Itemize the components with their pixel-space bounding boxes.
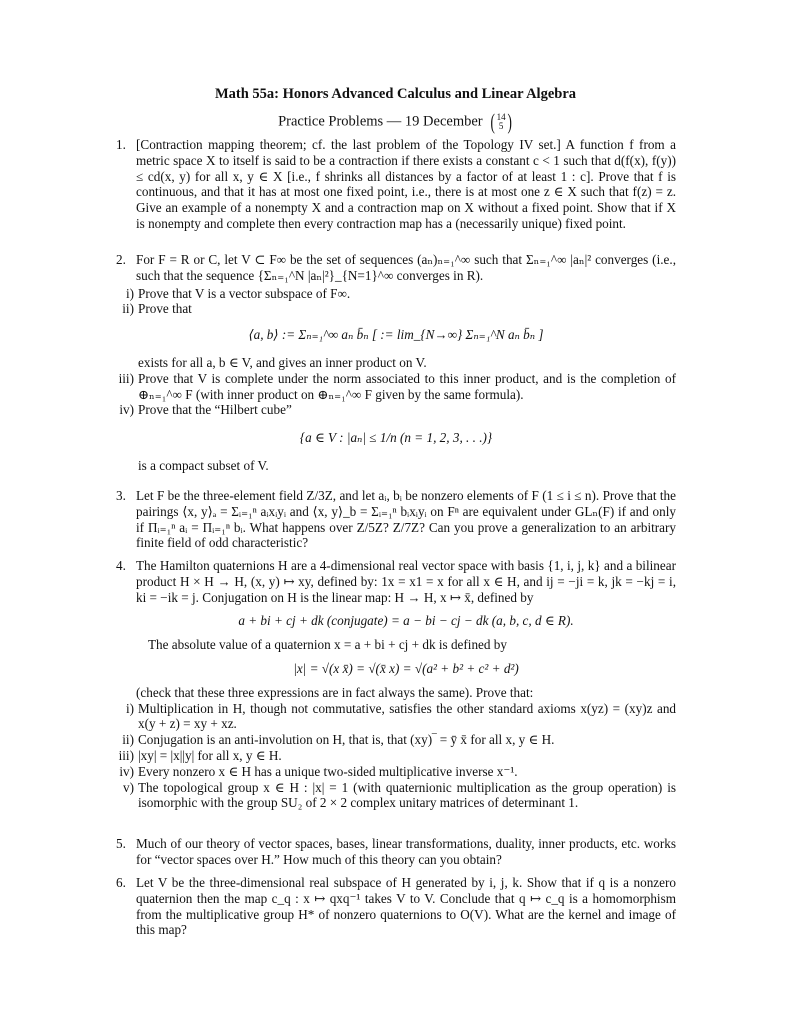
problem-text: Let F be the three-element field Z/3Z, and let aᵢ, bᵢ be nonzero elements of F (1 ≤ i ≤ n). Prove that the pairings ⟨x, y⟩ₐ = Σᵢ₌₁ⁿ aᵢxᵢyᵢ and ⟨x, y⟩_b = Σᵢ₌₁ⁿ bᵢxᵢyᵢ on Fⁿ are equivalent under GLₙ(F) if and only if Πᵢ₌₁ⁿ aᵢ = Πᵢ₌₁ⁿ bᵢ. What happens over Z/5Z? Z/7Z? Can you prove a generalization to an arbitrary finite field of odd characteristic? (136, 488, 676, 551)
problem-3 (116, 488, 676, 551)
subpart-v: v) The topological group x ∈ H : |x| = 1 (with quaternionic multiplication as the group operation) is isomorphic with the group SU₂ of 2 × 2 complex unitary matrices of determinant 1. (123, 779, 676, 811)
hilbert-cube-equation: {a ∈ V : |aₙ| ≤ 1/n (n = 1, 2, 3, . . .)} (299, 430, 493, 446)
problem-intro: The Hamilton quaternions H are a 4-dimensional real vector space with basis {1, i, j, k} and a bilinear product H × H → H, (x, y) ↦ xy, defined by: 1x = x1 = x for all x ∈ H, and ij = −ji = k, jk = −kj = i, ki = −ik = j. Conjugation on H is the linear map: H → H, x ↦ x̄, defined by (136, 558, 676, 605)
subpart-iv: iv) Every nonzero x ∈ H has a unique two-sided multiplicative inverse x⁻¹. (119, 763, 518, 779)
subpart-iii: iii) |xy| = |x||y| for all x, y ∈ H. (118, 747, 282, 763)
subpart-iv: iv) Prove that the “Hilbert cube” (119, 402, 292, 418)
subpart-i: i) Multiplication in H, though not commutative, satisfies the other standard axioms x(yz) = (xy)z and x(y + z) = xy + xz. (125, 700, 676, 732)
problem-text: Let V be the three-dimensional real subspace of H generated by i, j, k. Show that if q is a nonzero quaternion then the map c_q : x ↦ qxq⁻¹ takes V to V. Conclude that q ↦ c_q is a homomorphism from the multiplicative group H* of nonzero quaternions to O(V). What are the kernel and image of this map? (136, 875, 676, 938)
subtitle-text: Practice Problems — 19 December (278, 113, 483, 130)
problem-6 (116, 875, 676, 938)
problem-number: 4. (116, 558, 126, 573)
problem-number: 3. (116, 488, 126, 503)
subpart-iv-cont: is a compact subset of V. (138, 457, 269, 473)
problem-number: 5. (116, 836, 126, 851)
problem-text: [Contraction mapping theorem; cf. the last problem of the Topology IV set.] A function f from a metric space X to itself is said to be a contraction if there exists a constant c < 1 such that d(f(x), f(y)) ≤ cd(x, y) for all x, y ∈ X [i.e., f shrinks all distances by a factor of at least 1 : c]. Prove that f is continuous, and that it has at most one fixed point, i.e., there is at most one z ∈ X such that f(z) = z. Give an example of a nonempty X and a contraction map on X without a fixed point. Show that if X is nonempty and complete then every contraction map has a (necessarily unique) fixed point. (136, 137, 676, 231)
problem-number: 1. (116, 137, 126, 152)
problem-number: 2. (116, 252, 126, 267)
problem-text: Much of our theory of vector spaces, bases, linear transformations, duality, inner products, etc. works for “vector spaces over H.” How much of this theory can you obtain? (136, 836, 676, 867)
problem-1 (116, 137, 676, 232)
page-title: Math 55a: Honors Advanced Calculus and Linear Algebra (214, 86, 577, 102)
subpart-iii: iii) Prove that V is complete under the norm associated to this inner product, and is the completion of ⊕ₙ₌₁^∞ F (with inner product on ⊕ₙ₌₁^∞ F given by the same formula). (118, 370, 676, 402)
subpart-ii: ii) Conjugation is an anti-involution on H, that is, that (xy)‾ = ȳ x̄ for all x, y ∈ H. (122, 732, 555, 748)
check-text: (check that these three expressions are in fact always the same). Prove that: (136, 684, 534, 700)
problem-4 (116, 558, 676, 811)
subpart-ii-cont: exists for all a, b ∈ V, and gives an inner product on V. (138, 354, 427, 370)
problem-intro: For F = R or C, let V ⊂ F∞ be the set of sequences (aₙ)ₙ₌₁^∞ such that Σₙ₌₁^∞ |aₙ|² converges (i.e., such that the sequence {Σₙ₌₁^N |aₙ|²}_{N=1}^∞ converges in R). (136, 252, 676, 283)
absolute-value-intro: The absolute value of a quaternion x = a + bi + cj + dk is defined by (148, 637, 507, 653)
page-subtitle (0, 111, 791, 133)
problem-number: 6. (116, 875, 126, 890)
absolute-value-equation: |x| = √(x x̄) = √(x̄ x) = √(a² + b² + c² + d²) (293, 660, 519, 676)
binomial-coefficient: ( 14 5 ) (490, 109, 512, 134)
binom-bottom: 5 (498, 121, 504, 131)
binom-top: 14 (496, 112, 506, 122)
subpart-i: i) Prove that V is a vector subspace of F∞. (125, 285, 351, 301)
inner-product-equation: ⟨a, b⟩ := Σₙ₌₁^∞ aₙ b̄ₙ [ := lim_{N→∞} Σₙ₌₁^N aₙ b̄ₙ ] (248, 327, 544, 343)
problem-2 (116, 252, 676, 474)
problem-5 (116, 836, 676, 868)
conjugation-equation: a + bi + cj + dk (conjugate) = a − bi − cj − dk (a, b, c, d ∈ R). (238, 613, 574, 629)
subpart-ii: ii) Prove that (122, 301, 192, 317)
